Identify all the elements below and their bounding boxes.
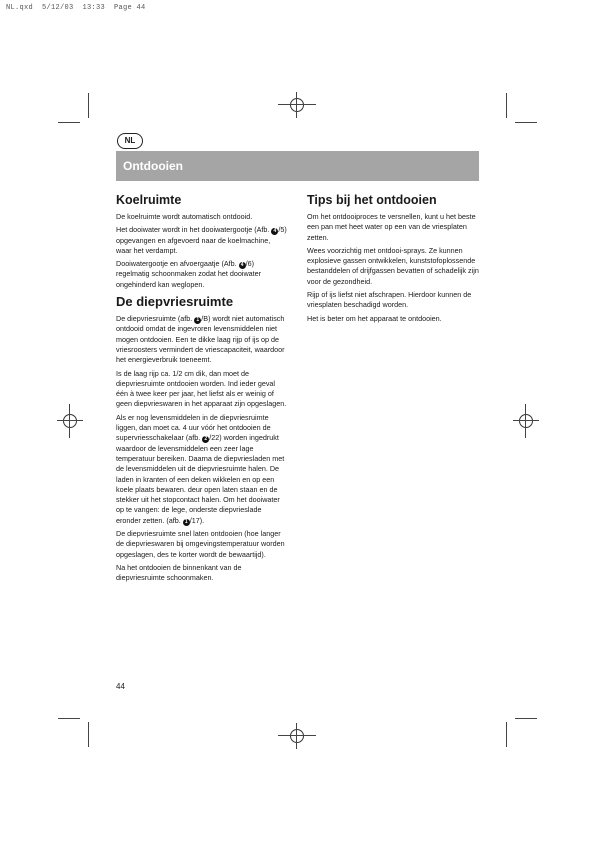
paragraph: Om het ontdooiproces te versnellen, kunt u het beste een pan met heet water op een van de vriesplaten zetten.: [307, 212, 476, 242]
crop-mark-top-left-v: [88, 93, 89, 118]
heading-diepvriesruimte: De diepvriesruimte: [116, 294, 234, 310]
registration-line-left-v: [69, 404, 70, 438]
text: /17).: [189, 515, 205, 525]
heading-tips: Tips bij het ontdooien: [307, 193, 437, 207]
right-column: [307, 193, 479, 327]
left-column: [116, 193, 287, 587]
paragraph: De diepvriesruimte snel laten ontdooien (hoe langer de diepvrieswaren bij omgevingstemperatuur worden opgeslagen, des te korter wordt de bewaartijd).: [116, 529, 285, 559]
text: Dooiwatergootje en afvoergaatje (Afb.: [116, 259, 239, 269]
crop-mark-top-right-v: [506, 93, 507, 118]
crop-mark-top-right-h: [515, 122, 537, 123]
print-slug: NL.qxd 5/12/03 13:33 Page 44: [6, 4, 146, 12]
crop-mark-bottom-right-h: [515, 718, 537, 719]
section-title: Ontdooien: [123, 159, 183, 173]
registration-line-top-h: [278, 104, 316, 105]
crop-mark-bottom-left-v: [88, 722, 89, 747]
registration-line-right-h: [513, 420, 539, 421]
crop-mark-bottom-right-v: [506, 722, 507, 747]
figure-number-icon: 2: [202, 436, 209, 443]
paragraph: De koelruimte wordt automatisch ontdooid.: [116, 212, 253, 221]
figure-number-icon: 1: [194, 317, 201, 324]
text: /B) wordt niet automatisch ontdooid omdat de ingevroren levensmiddelen niet mogen ontdooien. Een te dikke laag rijp of ijs op de vriesroosters vermindert de vriescapaciteit, waardoor het energieverbruik toeneemt.: [116, 314, 285, 365]
crop-mark-top-left-h: [58, 122, 80, 123]
registration-line-right-v: [525, 404, 526, 438]
crop-mark-bottom-left-h: [58, 718, 80, 719]
page-number: 44: [116, 682, 125, 691]
heading-koelruimte: Koelruimte: [116, 193, 182, 207]
text: /22) worden ingedrukt waardoor de levensmiddelen een zeer lage temperatuur bereiken. Daarna de diepvriesladen met de levensmiddelen uit de diepvriesruimte halen. De laden in kranten of een deken wikkelen en op een koele plaats bewaren. deur open laten staan en de stekker uit het stopcontact halen. Om het dooiwater op te vangen: de lege, onderste diepvrieslade eronder zetten. (afb.: [116, 433, 285, 525]
text: /5) opgevangen en afgevoerd naar de koelmachine, waar het verdampt.: [116, 225, 287, 255]
figure-number-icon: 4: [239, 262, 246, 269]
paragraph: [116, 225, 287, 256]
text: /6) regelmatig schoonmaken zodat het dooiwater ongehinderd kan weglopen.: [116, 259, 262, 289]
paragraph: [116, 413, 287, 526]
registration-line-top-v: [296, 92, 297, 118]
registration-line-left-h: [57, 420, 83, 421]
registration-mark-right-icon: [519, 414, 533, 428]
registration-line-bottom-v: [296, 723, 297, 749]
text: De diepvriesruimte (afb.: [116, 314, 195, 324]
figure-number-icon: 1: [183, 519, 190, 526]
figure-number-icon: 4: [271, 228, 278, 235]
text: Als er nog levensmiddelen in de diepvriesruimte liggen, dan moet ca. 4 uur vóór het ontdooien de supervriesschakelaar (afb.: [116, 412, 271, 443]
section-header-bar: [116, 151, 479, 181]
text: Het dooiwater wordt in het dooiwatergootje (Afb.: [116, 225, 272, 235]
paragraph: Rijp of ijs liefst niet afschrapen. Hierdoor kunnen de vriesplaten beschadigd worden.: [307, 290, 472, 310]
language-badge: NL: [117, 133, 143, 149]
registration-line-bottom-h: [278, 735, 316, 736]
paragraph: Het is beter om het apparaat te ontdooien.: [307, 313, 442, 323]
paragraph: [116, 259, 287, 290]
paragraph: Wees voorzichtig met ontdooi-sprays. Ze kunnen explosieve gassen ontwikkelen, kunststofoplossende bestanddelen of drijfgassen bevatten of schadelijk zijn voor de gezondheid.: [307, 245, 479, 286]
registration-mark-bottom-icon: [290, 729, 304, 743]
paragraph: Na het ontdooien de binnenkant van de diepvriesruimte schoonmaken.: [116, 562, 242, 583]
paragraph: Is de laag rijp ca. 1/2 cm dik, dan moet de diepvriesruimte ontdooien worden. Ind ieder geval één à twee keer per jaar, het liefst als er weinig of geen diepvrieswaren in het apparaat zijn opgeslagen.: [116, 368, 287, 409]
registration-mark-left-icon: [63, 414, 77, 428]
paragraph: [116, 314, 287, 365]
registration-mark-top-icon: [290, 98, 304, 112]
